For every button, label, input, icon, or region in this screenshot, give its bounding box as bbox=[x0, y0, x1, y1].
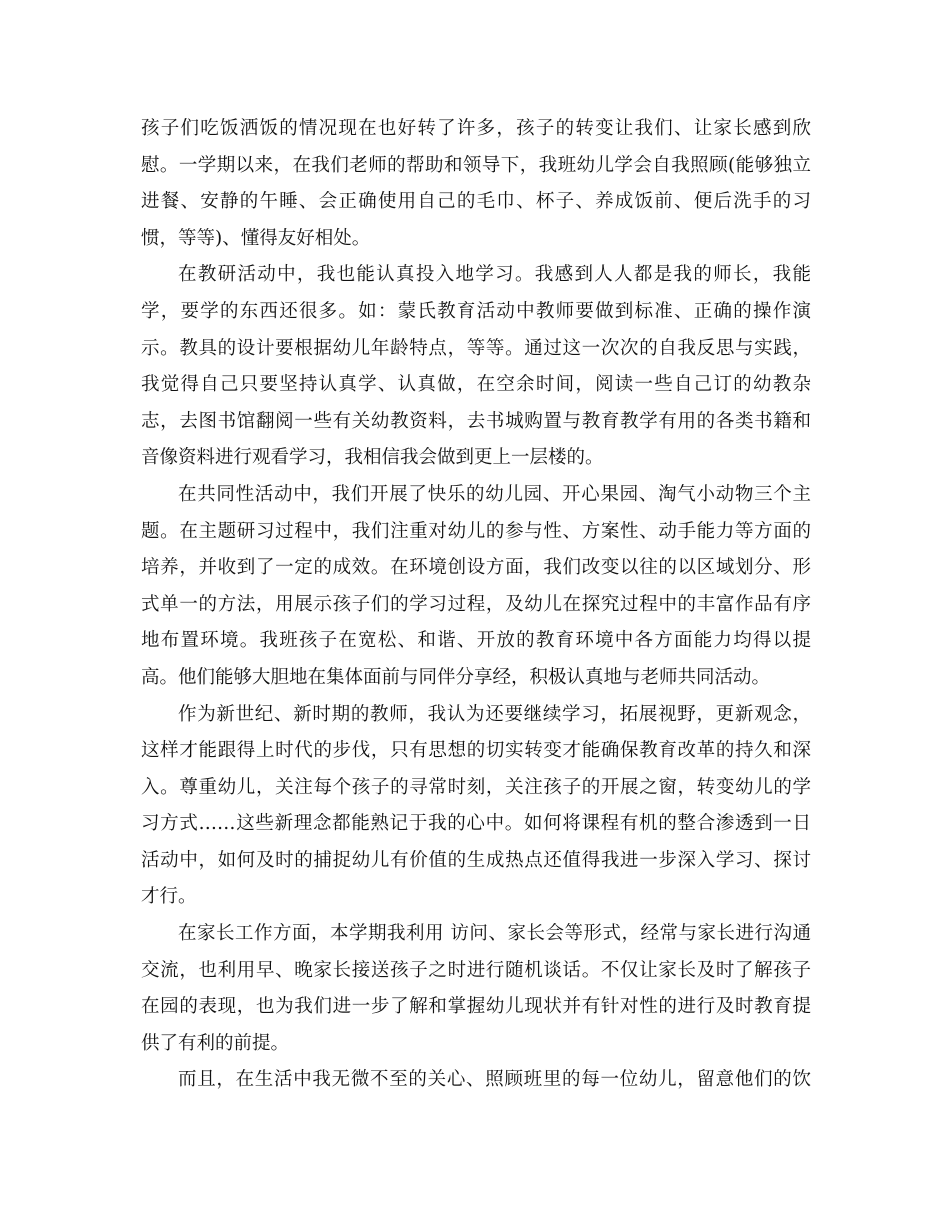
text-line: 交流，也利用早、晚家长接送孩子之时进行随机谈话。不仅让家长及时了解孩子 bbox=[141, 959, 811, 981]
paragraph-parent-work bbox=[141, 916, 811, 1062]
text-line: 惯，等等)、懂得友好相处。 bbox=[141, 227, 371, 249]
text-line: 才行。 bbox=[141, 886, 197, 908]
paragraph-meal-habits bbox=[141, 111, 811, 257]
text-line: 我觉得自己只要坚持认真学、认真做，在空余时间，阅读一些自己订的幼教杂 bbox=[141, 374, 811, 396]
text-line: 而且，在生活中我无微不至的关心、照顾班里的每一位幼儿，留意他们的饮 bbox=[178, 1069, 811, 1091]
paragraph-new-era-teacher bbox=[141, 697, 811, 917]
text-line: 地布置环境。我班孩子在宽松、和谐、开放的教育环境中各方面能力均得以提 bbox=[141, 630, 811, 652]
text-line: 在教研活动中，我也能认真投入地学习。我感到人人都是我的师长，我能 bbox=[178, 264, 811, 286]
text-line: 进餐、安静的午睡、会正确使用自己的毛巾、杯子、养成饭前、便后洗手的习 bbox=[141, 191, 811, 213]
text-line: 慰。一学期以来，在我们老师的帮助和领导下，我班幼儿学会自我照顾(能够独立 bbox=[141, 154, 811, 176]
paragraph-daily-care bbox=[141, 1062, 811, 1099]
text-line: 高。他们能够大胆地在集体面前与同伴分享经，积极认真地与老师共同活动。 bbox=[141, 666, 771, 688]
text-line: 式单一的方法，用展示孩子们的学习过程，及幼儿在探究过程中的丰富作品有序 bbox=[141, 593, 811, 615]
paragraph-common-activities bbox=[141, 477, 811, 697]
text-line: 入。尊重幼儿，关注每个孩子的寻常时刻，关注孩子的开展之窗，转变幼儿的学 bbox=[141, 776, 811, 798]
text-line: 孩子们吃饭洒饭的情况现在也好转了许多，孩子的转变让我们、让家长感到欣 bbox=[141, 118, 811, 139]
text-line: 在家长工作方面，本学期我利用 访问、家长会等形式，经常与家长进行沟通 bbox=[178, 923, 811, 945]
document-body bbox=[141, 111, 811, 1099]
paragraph-teaching-research bbox=[141, 257, 811, 477]
text-line: 习方式……这些新理念都能熟记于我的心中。如何将课程有机的整合渗透到一日 bbox=[141, 813, 811, 835]
text-line: 活动中，如何及时的捕捉幼儿有价值的生成热点还值得我进一步深入学习、探讨 bbox=[141, 849, 811, 871]
text-line: 音像资料进行观看学习，我相信我会做到更上一层楼的。 bbox=[141, 447, 604, 469]
text-line: 在共同性活动中，我们开展了快乐的幼儿园、开心果园、淘气小动物三个主 bbox=[178, 483, 811, 505]
text-line: 学，要学的东西还很多。如：蒙氏教育活动中教师要做到标准、正确的操作演 bbox=[141, 300, 811, 322]
text-line: 培养，并收到了一定的成效。在环境创设方面，我们改变以往的以区域划分、形 bbox=[141, 557, 811, 579]
text-line: 示。教具的设计要根据幼儿年龄特点，等等。通过这一次次的自我反思与实践， bbox=[141, 337, 811, 359]
text-line: 志，去图书馆翻阅一些有关幼教资料，去书城购置与教育教学有用的各类书籍和 bbox=[141, 410, 811, 432]
text-line: 作为新世纪、新时期的教师，我认为还要继续学习，拓展视野，更新观念， bbox=[178, 703, 811, 725]
text-line: 这样才能跟得上时代的步伐，只有思想的切实转变才能确保教育改革的持久和深 bbox=[141, 740, 811, 762]
text-line: 题。在主题研习过程中，我们注重对幼儿的参与性、方案性、动手能力等方面的 bbox=[141, 520, 811, 542]
text-line: 供了有利的前提。 bbox=[141, 1032, 290, 1054]
text-line: 在园的表现，也为我们进一步了解和掌握幼儿现状并有针对性的进行及时教育提 bbox=[141, 996, 811, 1018]
